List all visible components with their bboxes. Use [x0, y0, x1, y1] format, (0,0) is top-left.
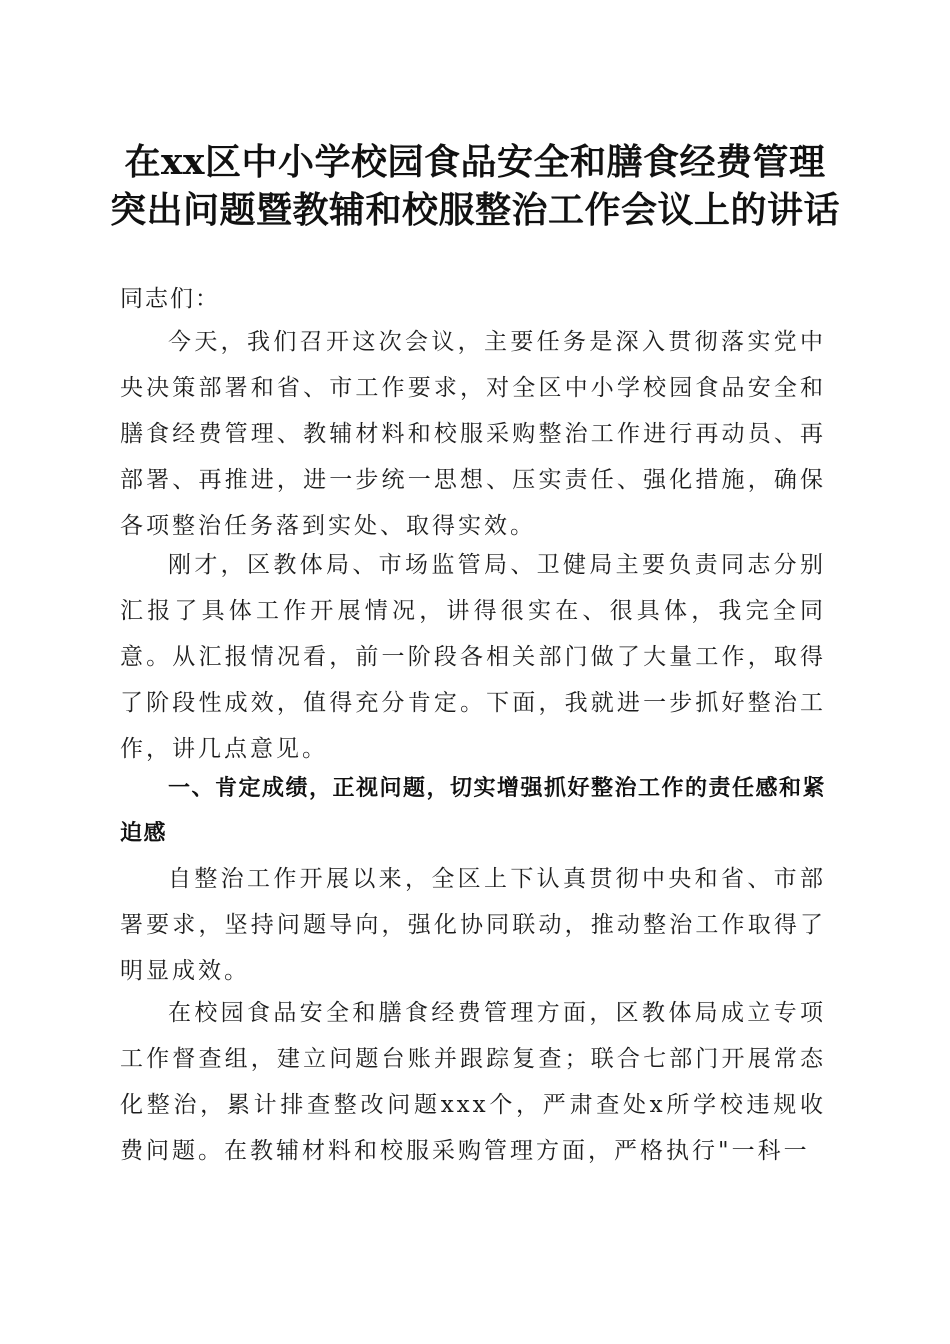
paragraph-reports: 刚才，区教体局、市场监管局、卫健局主要负责同志分别汇报了具体工作开展情况，讲得很实在、很具体，我完全同意。从汇报情况看，前一阶段各相关部门做了大量工作，取得了阶段性成效，值得充分肯定。下面，我就进一步抓好整治工作，讲几点意见。	[120, 552, 826, 762]
section-heading-1: 一、肯定成绩，正视问题，切实增强抓好整治工作的责任感和紧迫感	[120, 776, 827, 846]
title-line-1: 在xx区中小学校园食品安全和膳食经费管理	[124, 141, 826, 183]
salutation: 同志们：	[120, 286, 220, 312]
paragraph-achievements: 自整治工作开展以来，全区上下认真贯彻中央和省、市部署要求，坚持问题导向，强化协同联动，推动整治工作取得了明显成效。	[120, 866, 826, 984]
document-title	[100, 138, 850, 234]
paragraph-opening: 今天，我们召开这次会议，主要任务是深入贯彻落实党中央决策部署和省、市工作要求，对全区中小学校园食品安全和膳食经费管理、教辅材料和校服采购整治工作进行再动员、再部署、再推进，进一步统一思想、压实责任、强化措施，确保各项整治任务落到实处、取得实效。	[120, 329, 826, 539]
title-line-2: 突出问题暨教辅和校服整治工作会议上的讲话	[109, 189, 840, 231]
paragraph-food-safety: 在校园食品安全和膳食经费管理方面，区教体局成立专项工作督查组，建立问题台账并跟踪复查；联合七部门开展常态化整治，累计排查整改问题xxx个，严肃查处x所学校违规收费问题。在教辅材料和校服采购管理方面，严格执行"一科一	[120, 1000, 826, 1164]
